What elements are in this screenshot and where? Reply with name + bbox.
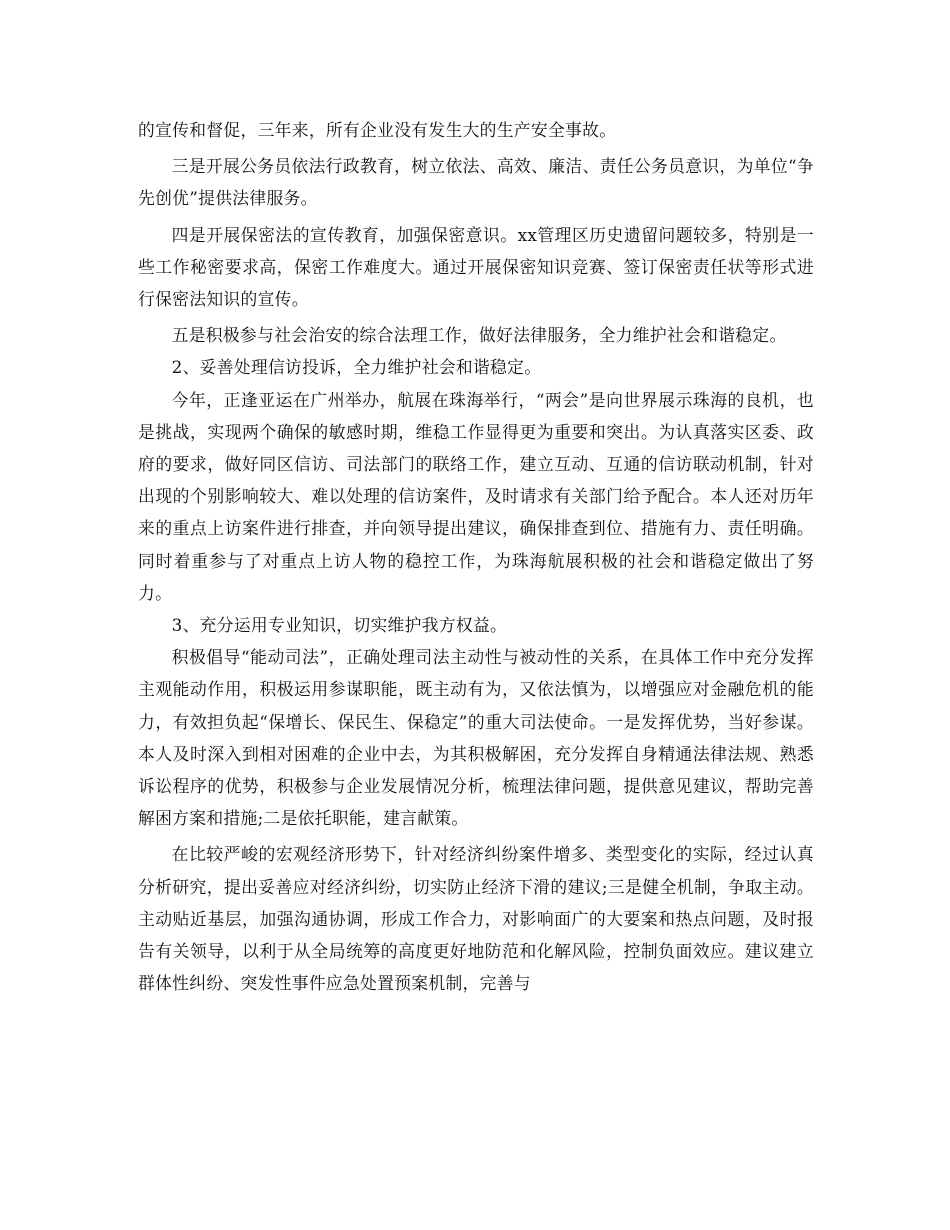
paragraph-5: 今年，正逢亚运在广州举办，航展在珠海举行，“两会”是向世界展示珠海的良机，也是挑战，实现两个确保的敏感时期，维稳工作显得更为重要和突出。为认真落实区委、政府的要求，做好同区信访、司法部门的联络工作，建立互动、互通的信访联动机制，针对出现的个别影响较大、难以处理的信访案件，及时请求有关部门给予配合。本人还对历年来的重点上访案件进行排查，并向领导提出建议，确保排查到位、措施有力、责任明确。同时着重参与了对重点上访人物的稳控工作，为珠海航展积极的社会和谐稳定做出了努力。 (138, 389, 814, 603)
paragraph-7: 在比较严峻的宏观经济形势下，针对经济纠纷案件增多、类型变化的实际，经过认真分析研究，提出妥善应对经济纠纷，切实防止经济下滑的建议;三是健全机制，争取主动。主动贴近基层，加强沟通协调，形成工作合力，对影响面广的大要案和热点问题，及时报告有关领导，以利于从全局统筹的高度更好地防范和化解风险，控制负面效应。建议建立群体性纠纷、突发性事件应急处置预案机制，完善与 (138, 844, 814, 994)
paragraph-6: 积极倡导“能动司法”，正确处理司法主动性与被动性的关系，在具体工作中充分发挥主观能动作用，积极运用参谋职能，既主动有为，又依法慎为，以增强应对金融危机的能力，有效担负起“保增长、保民生、保稳定”的重大司法使命。一是发挥优势，当好参谋。本人及时深入到相对困难的企业中去，为其积极解困，充分发挥自身精通法律法规、熟悉诉讼程序的优势，积极参与企业发展情况分析，梳理法律问题，提供意见建议，帮助完善解困方案和措施;二是依托职能，建言献策。 (138, 647, 814, 829)
paragraph-2: 三是开展公务员依法行政教育，树立依法、高效、廉洁、责任公务员意识，为单位“争先创优”提供法律服务。 (138, 156, 814, 209)
paragraph-4: 五是积极参与社会治安的综合法理工作，做好法律服务，全力维护社会和谐稳定。 (171, 325, 787, 346)
document-body (138, 114, 814, 999)
paragraph-3: 四是开展保密法的宣传教育，加强保密意识。xx管理区历史遗留问题较多，特别是一些工作秘密要求高，保密工作难度大。通过开展保密知识竞赛、签订保密责任状等形式进行保密法知识的宣传。 (138, 224, 814, 310)
section-heading-3: 3、充分运用专业知识，切实维护我方权益。 (171, 615, 508, 636)
section-heading-2: 2、妥善处理信访投诉，全力维护社会和谐稳定。 (171, 357, 542, 378)
paragraph-1: 的宣传和督促，三年来，所有企业没有发生大的生产安全事故。 (138, 120, 617, 140)
